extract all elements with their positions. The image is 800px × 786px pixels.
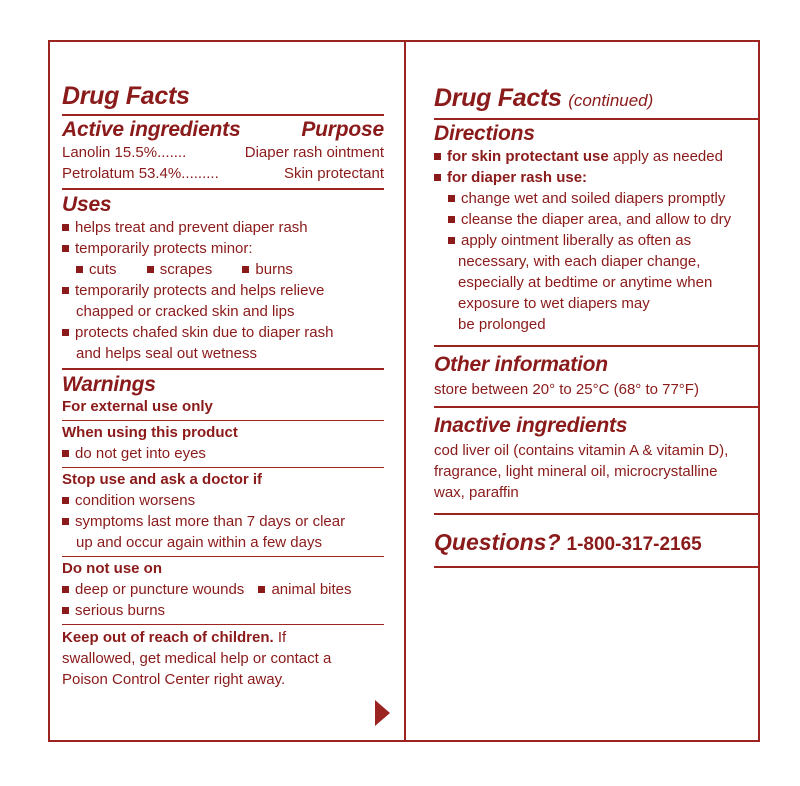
keep-out-text-cont: Poison Control Center right away. — [62, 671, 286, 688]
directions-title: Directions — [434, 122, 535, 145]
left-column — [62, 40, 384, 690]
header-text: Drug Facts — [434, 84, 562, 112]
inactive-text: cod liver oil (contains vitamin A & vitamin D), — [434, 442, 729, 459]
uses-item: temporarily protects minor: — [62, 238, 384, 259]
ingredient-purpose: Diaper rash ointment — [244, 144, 384, 161]
ingredient-name: Lanolin 15.5% — [62, 144, 158, 161]
directions-sub-item-cont: be prolonged — [458, 316, 546, 333]
uses-item-cont: chapped or cracked skin and lips — [76, 303, 295, 320]
directions-bold: for skin protectant use — [447, 148, 609, 165]
uses-sub-item: burns — [242, 261, 293, 278]
drug-facts-header: Drug Facts — [62, 82, 190, 110]
uses-sub-items — [62, 259, 384, 280]
drug-facts-continued-header — [434, 84, 760, 115]
leader-dots: ......... — [181, 165, 219, 182]
directions-sub-item: cleanse the diaper area, and allow to dry — [434, 209, 760, 230]
purpose-title: Purpose — [301, 118, 384, 141]
stop-use-title: Stop use and ask a doctor if — [62, 471, 263, 488]
directions-item: for diaper rash use: — [434, 167, 760, 188]
column-divider — [404, 40, 406, 742]
active-ingredients-heading — [62, 118, 384, 142]
warning-item: serious burns — [62, 600, 384, 621]
uses-item: protects chafed skin due to diaper rash — [62, 322, 384, 343]
directions-item — [434, 146, 760, 167]
active-row-petrolatum — [62, 163, 384, 184]
warnings-title: Warnings — [62, 373, 156, 396]
continued-label: (continued) — [568, 91, 654, 110]
warning-item: deep or puncture wounds — [62, 581, 244, 598]
uses-item-cont: and helps seal out wetness — [76, 345, 257, 362]
active-row-lanolin — [62, 142, 384, 163]
questions-row — [434, 529, 760, 556]
directions-sub-item-cont: especially at bedtime or anytime when — [458, 274, 713, 291]
inactive-text: fragrance, light mineral oil, microcrystalline — [434, 463, 718, 480]
questions-label: Questions? — [434, 529, 561, 555]
other-info-text: store between 20° to 25°C (68° to 77°F) — [434, 381, 699, 398]
leader-dots: ....... — [157, 144, 187, 161]
questions-phone: 1-800-317-2165 — [566, 534, 702, 555]
uses-sub-item: cuts — [76, 261, 117, 278]
keep-out-text: If — [273, 629, 287, 646]
warning-item: symptoms last more than 7 days or clear — [62, 511, 384, 532]
triangle-right-icon — [375, 700, 390, 726]
uses-sub-item: scrapes — [147, 261, 213, 278]
active-ingredients-title: Active ingredients — [62, 118, 241, 141]
keep-out-bold: Keep out of reach of children. — [62, 629, 274, 646]
external-use-only: For external use only — [62, 398, 213, 415]
directions-sub-item: change wet and soiled diapers promptly — [434, 188, 760, 209]
warning-item: animal bites — [258, 581, 351, 598]
warning-item-cont: up and occur again within a few days — [76, 534, 322, 551]
ingredient-purpose: Skin protectant — [283, 165, 384, 182]
inactive-ingredients-title: Inactive ingredients — [434, 414, 628, 437]
when-using-title: When using this product — [62, 424, 238, 441]
keep-out-of-reach — [62, 627, 384, 648]
do-not-use-row — [62, 579, 384, 600]
uses-item: temporarily protects and helps relieve — [62, 280, 384, 301]
warning-item: do not get into eyes — [62, 443, 384, 464]
warning-item: condition worsens — [62, 490, 384, 511]
directions-text: apply as needed — [608, 148, 723, 165]
inactive-text: wax, paraffin — [434, 484, 519, 501]
directions-sub-item-cont: exposure to wet diapers may — [458, 295, 650, 312]
right-column — [434, 40, 760, 568]
keep-out-text-cont: swallowed, get medical help or contact a — [62, 650, 332, 667]
uses-item: helps treat and prevent diaper rash — [62, 217, 384, 238]
other-info-title: Other information — [434, 353, 608, 376]
do-not-use-title: Do not use on — [62, 560, 162, 577]
ingredient-name: Petrolatum 53.4% — [62, 165, 182, 182]
uses-title: Uses — [62, 193, 112, 216]
directions-sub-item: apply ointment liberally as often as — [434, 230, 760, 251]
directions-sub-item-cont: necessary, with each diaper change, — [458, 253, 701, 270]
